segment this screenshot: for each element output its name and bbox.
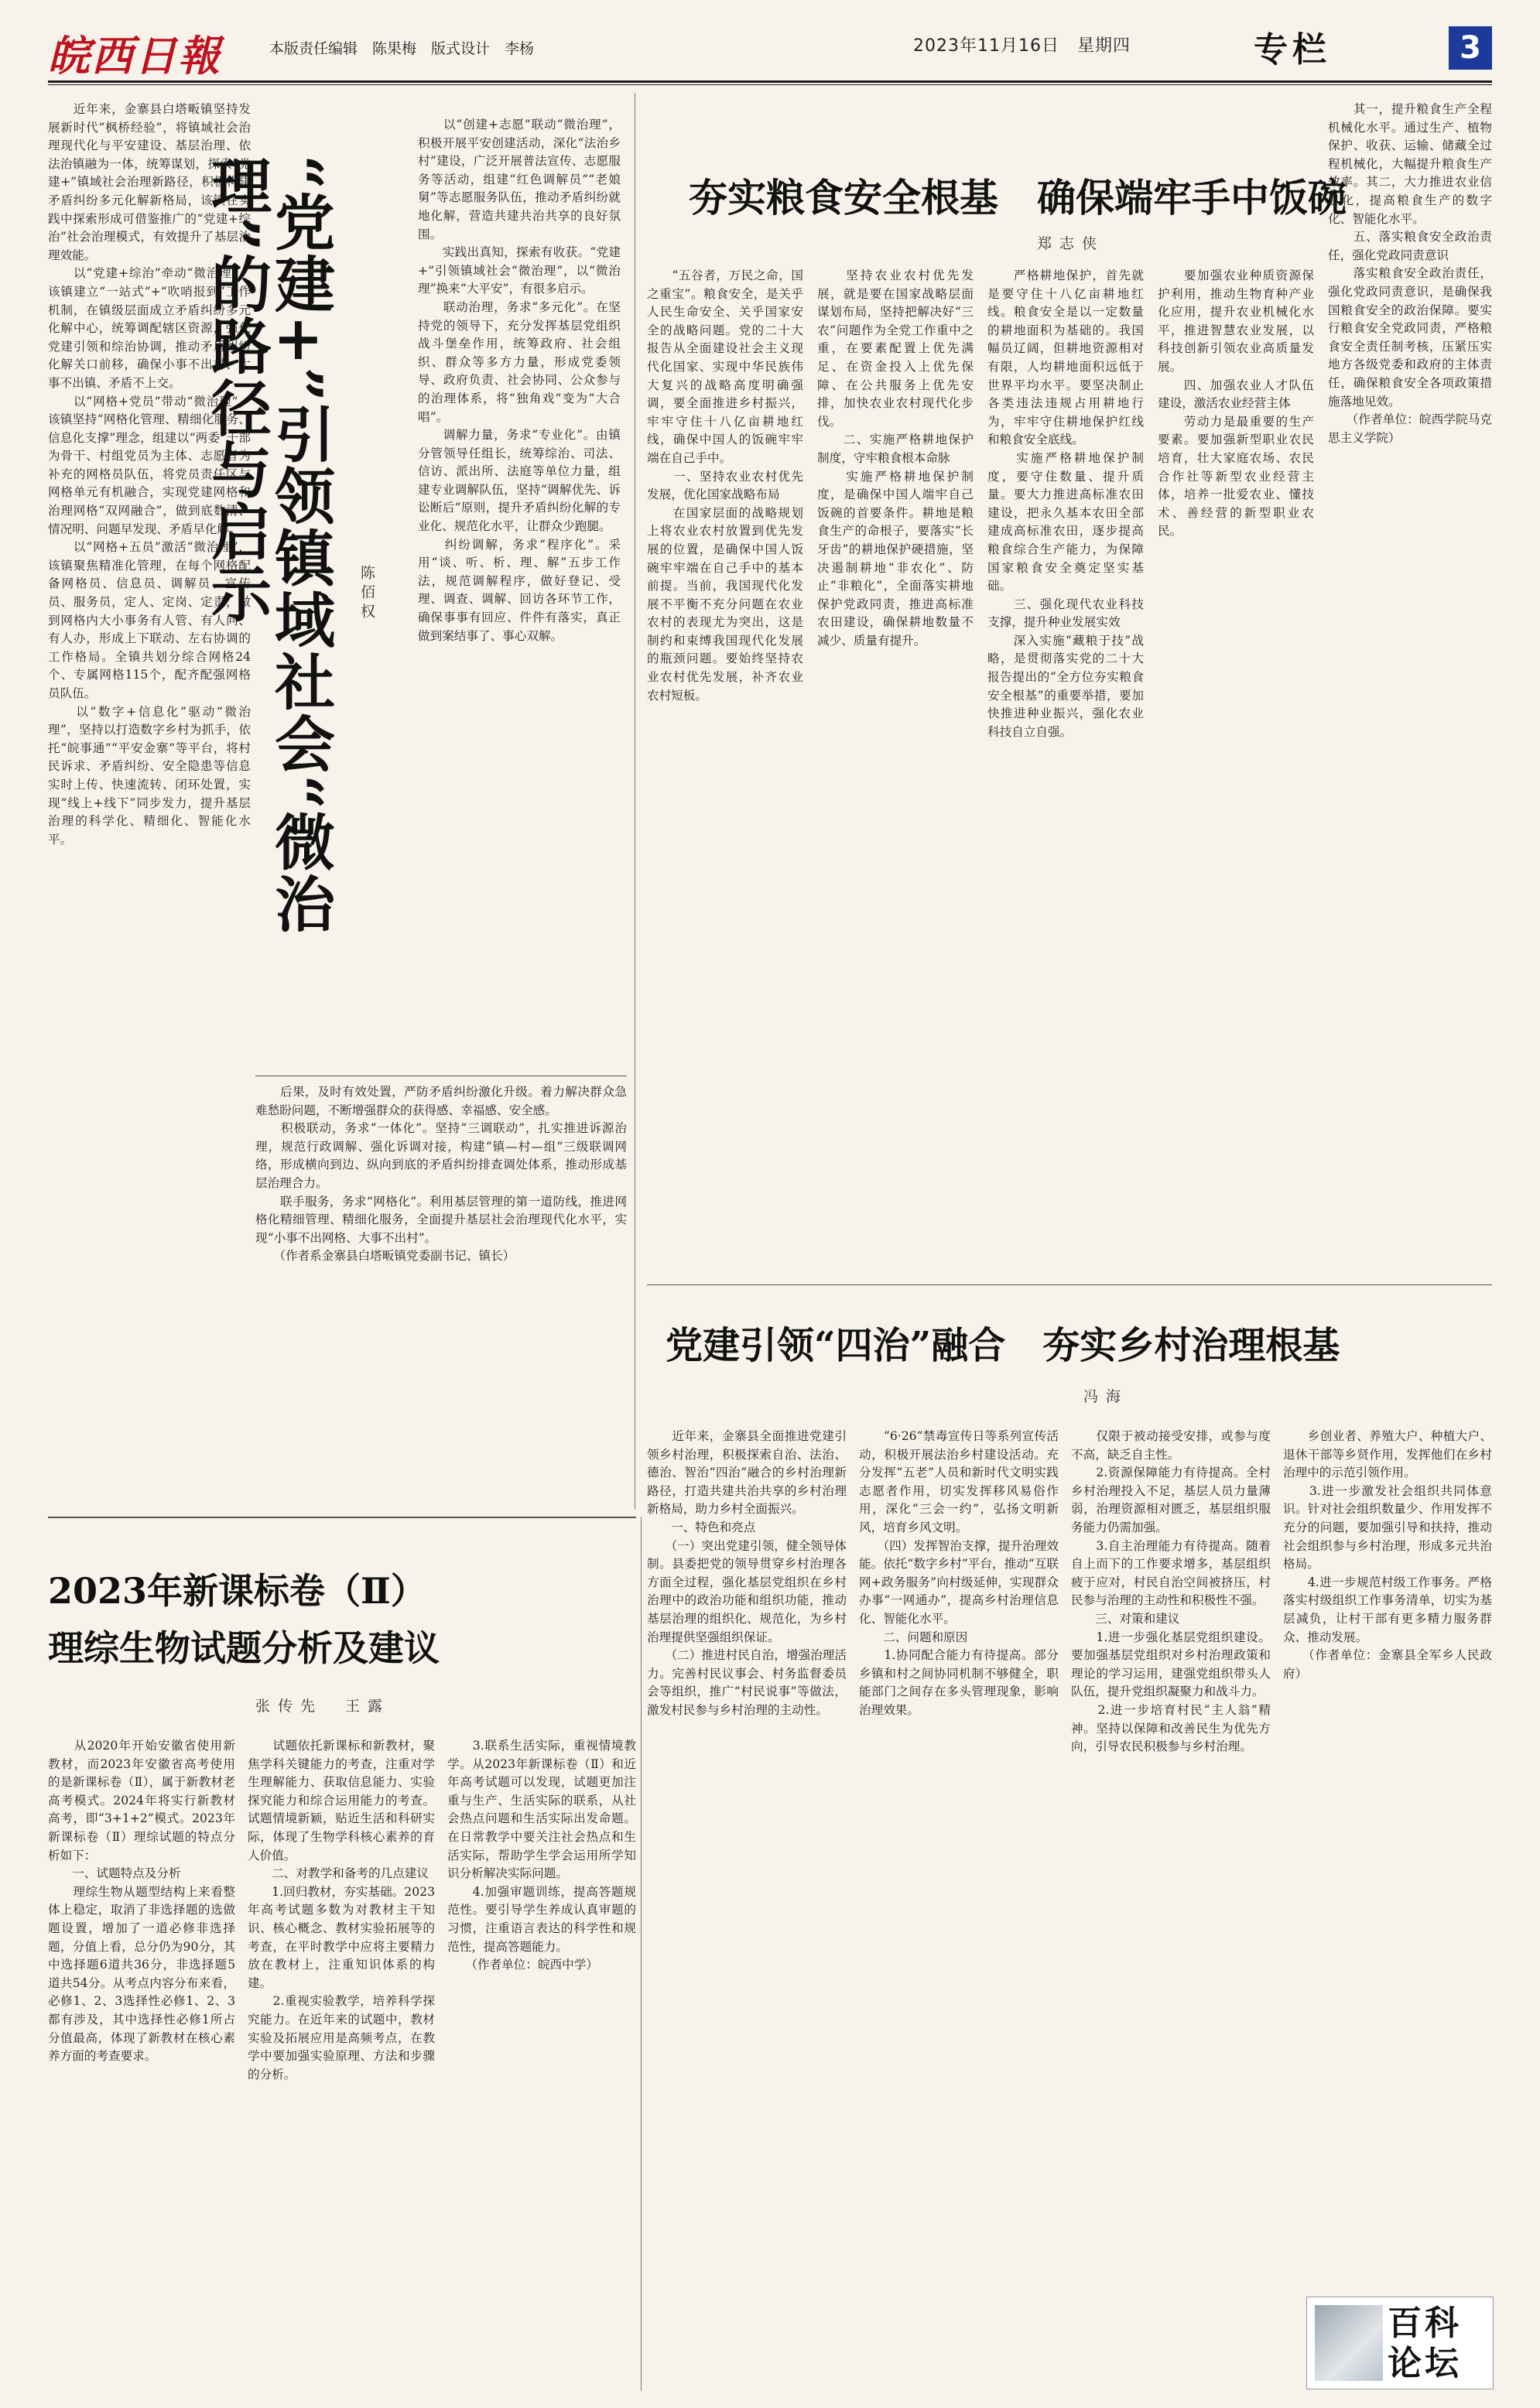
article4-authors: 张传先 王露 <box>255 1698 391 1715</box>
page-number: 3 <box>1449 26 1492 70</box>
article1-author: 陈佰权 <box>358 565 375 623</box>
article2-column-2: 坚持农业农村优先发展，就是要在国家战略层面谋划布局，坚持把解决好“三农”问题作为全党工作重中之重，在要素配置上优先满足、在资金投入上优先保障、在公共服务上优先安排，加快农业农村现代化步伐。 二、实施严格耕地保护制度，守牢粮食根本命脉 实施严格耕地保护制度，是确保中国人端牢自己饭碗的首要条件。耕地是粮食生产的命根子，要落实“长牙齿”的耕地保护硬措施，坚决遏制耕地“非农化”、防止“非粮化”，全面落实耕地保护党政同责，推进高标准农田建设，确保耕地数量不减少、质量有提升。 <box>817 269 974 648</box>
article1-headline: “党建+”引领镇域社会“微治理”的路径与启示 <box>201 155 335 935</box>
editors-credit: 本版责任编辑 陈果梅 版式设计 李杨 <box>269 40 535 57</box>
article3-headline: 党建引领“四治”融合 夯实乡村治理根基 <box>666 1324 1340 1367</box>
article1-column-1: 近年来，金寨县白塔畈镇坚持发展新时代“枫桥经验”，将镇域社会治理现代化与平安建设、基层治理、依法治镇融为一体，统筹谋划，探索“党建+”镇域社会治理新路径，积极构建矛盾纠纷多元化解新格局，该镇在实践中探索形成可借鉴推广的“党建+综治”社会治理模式，有效提升了基层治理效能。 以“党建+综治”牵动“微治理”，该镇建立“一站式”+“吹哨报到”工作机制，在镇级层面成立矛盾纠纷多元化解中心，统筹调配辖区资源，强化党建引领和综治协调，推动矛盾纠纷化解关口前移，确保小事不出村、大事不出镇、矛盾不上交。 以“网格+党员”带动“微治理”，该镇坚持“网格化管理、精细化服务、信息化支撑”理念，组建以“两委”干部为骨干、村组党员为主体、志愿者为补充的网格员队伍，将党员责任区与网格单元有机融合，实现党建网格和治理网格“双网融合”，做到底数清、情况明、问题早发现、矛盾早化解。 以“网格+五员”激活“微治理”，该镇聚焦精准化管理，在每个网格配备网格员、信息员、调解员、宣传员、服务员，定人、定岗、定责，做到网格内大小事务有人管、有人问、有人办，形成上下联动、左右协调的工作格局。全镇共划分综合网格24个、专属网格115个，配齐配强网格员队伍。 以“数字+信息化”驱动“微治理”，坚持以打造数字乡村为抓手，依托“皖事通”“平安金寨”等平台，将村民诉求、矛盾纠纷、安全隐患等信息实时上传、快速流转、闭环处置，实现“线上+线下”同步发力，提升基层治理的科学化、精细化、智能化水平。 <box>48 102 251 847</box>
newspaper-logo: 皖西日報 <box>48 31 221 80</box>
article4-column-1: 从2020年开始安徽省使用新教材，而2023年安徽省高考使用的是新课标卷（Ⅱ），属于新教材老高考模式。2024年将实行新教材高考，即“3+1+2”模式。2023年新课标卷（Ⅱ）理综试题的特点分析如下： 一、试题特点及分析 理综生物从题型结构上来看整体上稳定，取消了非选择题的选做题设置，增加了一道必修非选择题，分值上看，总分仍为90分，其中选择题6道共36分，非选择题5道共54分。从考点内容分布来看，必修1、2、3选择性必修1、2、3都有涉及，其中选择性必修1所占分值最高，体现了新教材在核心素养方面的考查要求。 <box>48 1739 235 2064</box>
article3-column-4: 乡创业者、养殖大户、种植大户、退休干部等乡贤作用，发挥他们在乡村治理中的示范引领作用。 3.进一步激发社会组织共同体意识。针对社会组织数量少、作用发挥不充分的问题，要加强引导和扶持，推动社会组织参与乡村治理，形成多元共治格局。 4.进一步规范村级工作事务。严格落实村级组织工作事务清单，切实为基层减负，让村干部有更多精力服务群众、推动发展。 （作者单位：金寨县全军乡人民政府） <box>1283 1429 1492 1681</box>
article2-column-1: “五谷者，万民之命，国之重宝”。粮食安全，是关乎人民生命安全、关乎国家安全的战略问题。党的二十大报告从全面建设社会主义现代化国家、实现中华民族伟大复兴的战略高度明确强调，要全面推进乡村振兴，牢牢守住十八亿亩耕地红线，确保中国人的饭碗牢牢端在自己手中。 一、坚持农业农村优先发展，优化国家战略布局 在国家层面的战略规划上将农业农村放置到优先发展的位置，是确保中国人饭碗牢牢端在自己手中的基本前提。当前，我国现代化发展不平衡不充分问题在农业农村的表现尤为突出，这是制约和束缚我国现代化发展的瓶颈问题。要始终坚持农业农村优先发展，补齐农业农村短板。 <box>647 269 803 703</box>
article4-top-rule <box>48 1517 636 1518</box>
article1-column-3: 后果，及时有效处置，严防矛盾纠纷激化升级。着力解决群众急难愁盼问题，不断增强群众的获得感、幸福感、安全感。 积极联动，务求“一体化”。坚持“三调联动”，扎实推进诉源治理，规范行政调解、强化诉调对接，构建“镇—村—组”三级联调网络，形成横向到边、纵向到底的矛盾纠纷排查调处体系，推动形成基层治理合力。 联手服务，务求“网格化”。利用基层管理的第一道防线，推进网格化精细管理、精细化服务，全面提升基层社会治理现代化水平，实现“小事不出网格、大事不出村”。 （作者系金寨县白塔畈镇党委副书记、镇长） <box>255 1085 627 1264</box>
article2-column-5: 其一，提升粮食生产全程机械化水平。通过生产、植物保护、收获、运输、储藏全过程机械化，大幅提升粮食生产效率。其二，大力推进农业信息化，提高粮食生产的数字化、智能化水平。 五、落实粮食安全政治责任，强化党政同责意识 落实粮食安全政治责任，强化党政同责意识，是确保我国粮食安全的政治保障。要实行粮食安全党政同责，严格粮食安全责任制考核，压紧压实地方各级党委和政府的主体责任，确保粮食安全各项政策措施落地见效。 （作者单位：皖西学院马克思主义学院） <box>1328 102 1492 445</box>
masthead-thin-rule <box>48 84 1492 85</box>
article3-column-2: “6·26”禁毒宣传日等系列宣传活动，积极开展法治乡村建设活动。充分发挥“五老”人员和新时代文明实践志愿者作用，切实发挥移风易俗作用，深化“三会一约”，弘扬文明新风，培育乡风文明。 （四）发挥智治支撑，提升治理效能。依托“数字乡村”平台，推动“互联网+政务服务”向村级延伸，实现群众办事“一网通办”，提高乡村治理信息化、智能化水平。 二、问题和原因 1.协同配合能力有待提高。部分乡镇和村之间协同机制不够健全，职能部门之间存在多头管理现象，影响治理效果。 <box>859 1429 1059 1717</box>
article4-headline-line1: 2023年新课标卷（Ⅱ） <box>48 1570 426 1612</box>
masthead <box>0 0 1540 80</box>
article2-column-4: 要加强农业种质资源保护利用，推动生物育种产业化应用，提升农业机械化水平，推进智慧农业发展，以科技创新引领农业高质量发展。 四、加强农业人才队伍建设，激活农业经营主体 劳动力是最重要的生产要素。要加强新型职业农民培育，壮大家庭农场、农民合作社等新型农业经营主体，培养一批爱农业、懂技术、善经营的新型职业农民。 <box>1158 269 1314 539</box>
article4-column-3: 3.联系生活实际，重视情境教学。从2023年新课标卷（Ⅱ）和近年高考试题可以发现，试题更加注重与生产、生活实际的联系，从社会热点问题和生活实际出发命题。在日常教学中要关注社会热点和生活实际，帮助学生学会运用所学知识分析解决实际问题。 4.加强审题训练，提高答题规范性。要引导学生养成认真审题的习惯，注重语言表达的科学性和规范性，提高答题能力。 （作者单位：皖西中学） <box>447 1739 636 1972</box>
article4-headline-line2: 理综生物试题分析及建议 <box>48 1627 440 1669</box>
corner-label: 百科论坛 <box>1388 2304 1462 2383</box>
issue-date: 2023年11月16日 星期四 <box>913 36 1131 56</box>
column-corner-badge <box>1306 2297 1494 2389</box>
article2-author: 郑志侠 <box>1037 235 1105 252</box>
article3-author: 冯海 <box>1083 1388 1129 1405</box>
section-name: 专栏 <box>1254 30 1331 70</box>
article4-column-2: 试题依托新课标和新教材，聚焦学科关键能力的考查，注重对学生理解能力、获取信息能力、实验探究能力和综合运用能力的考查。试题情境新颖，贴近生活和科研实际，体现了生物学科核心素养的育人价值。 二、对教学和备考的几点建议 1.回归教材，夯实基础。2023年高考试题多数为对教材主干知识、核心概念、教材实验拓展等的考查，在平时教学中应将主要精力放在教材上，注重知识体系的构建。 2.重视实验教学，培养科学探究能力。在近年来的试题中，教材实验及拓展应用是高频考点，在教学中要加强实验原理、方法和步骤的分析。 <box>248 1739 435 2081</box>
article3-column-1: 近年来，金寨县全面推进党建引领乡村治理，积极探索自治、法治、德治、智治“四治”融合的乡村治理新路径，打造共建共治共享的乡村治理新格局，助力乡村全面振兴。 一、特色和亮点 （一）突出党建引领，健全领导体制。县委把党的领导贯穿乡村治理各方面全过程，强化基层党组织在乡村治理中的政治功能和组织功能，推动基层治理的组织化、规范化，为乡村治理提供坚强组织保证。 （二）推进村民自治，增强治理活力。完善村民议事会、村务监督委员会等组织，推广“村民说事”等做法，激发村民参与乡村治理的主动性。 <box>647 1429 847 1717</box>
article3-column-3: 仅限于被动接受安排，或参与度不高，缺乏自主性。 2.资源保障能力有待提高。全村乡村治理投入不足，基层人员力量薄弱，治理资源相对匮乏，基层组织服务能力仍需加强。 3.自主治理能力有待提高。随着自上而下的工作要求增多，基层组织疲于应对，村民自治空间被挤压，村民参与治理的主动性和积极性不强。 三、对策和建议 1.进一步强化基层党组织建设。要加强基层党组织对乡村治理政策和理论的学习运用，建强党组织带头人队伍，提升党组织凝聚力和战斗力。 2.进一步培育村民“主人翁”精神。坚持以保障和改善民生为优先方向，引导农民积极参与乡村治理。 <box>1071 1429 1271 1754</box>
article2-column-3: 严格耕地保护，首先就是要守住十八亿亩耕地红线。粮食安全是以一定数量的耕地面积为基础的。我国幅员辽阔，但耕地资源相对有限，人均耕地面积远低于世界平均水平。要坚决制止各类违法违规占用耕地行为，牢牢守住耕地保护红线和粮食安全底线。 实施严格耕地保护制度，要守住数量、提升质量。要大力推进高标准农田建设，把永久基本农田全部建成高标准农田，逐步提高粮食综合生产能力，为保障国家粮食安全奠定坚实基础。 三、强化现代农业科技支撑，提升种业发展实效 深入实施“藏粮于技”战略，是贯彻落实党的二十大报告提出的“全方位夯实粮食安全根基”的重要举措，要加快推进种业振兴，强化农业科技自立自强。 <box>987 269 1144 739</box>
article1-column-2: 以“创建+志愿”联动“微治理”，积极开展平安创建活动，深化“法治乡村”建设，广泛开展普法宣传、志愿服务等活动，组建“红色调解员”“老娘舅”等志愿服务队伍，推动矛盾纠纷就地化解，营造共建共治共享的良好氛围。 实践出真知，探索有收获。“党建+”引领镇域社会“微治理”，以“微治理”换来“大平安”，有很多启示。 联动治理，务求“多元化”。在坚持党的领导下，充分发挥基层党组织战斗堡垒作用，统筹政府、社会组织、群众等多方力量，形成党委领导、政府负责、社会协同、公众参与的治理体系，将“独角戏”变为“大合唱”。 调解力量，务求“专业化”。由镇分管领导任组长，统筹综治、司法、信访、派出所、法庭等单位力量，组建专业调解队伍，坚持“调解优先、诉讼断后”原则，提升矛盾纠纷化解的专业化、规范化水平，让群众少跑腿。 纠纷调解，务求“程序化”。采用“谈、听、析、理、解”五步工作法，规范调解程序，做好登记、受理、调查、调解、回访各环节工作，确保事事有回应、件件有落实，真正做到案结事了、事心双解。 <box>418 118 621 643</box>
article2-bottom-rule <box>647 1284 1492 1285</box>
column-separator-bottom <box>641 1517 642 2391</box>
masthead-rule <box>48 80 1492 83</box>
article2-headline: 夯实粮食安全根基 确保端牢手中饭碗 <box>689 175 1347 221</box>
leaf-graphic <box>1315 2305 1383 2381</box>
